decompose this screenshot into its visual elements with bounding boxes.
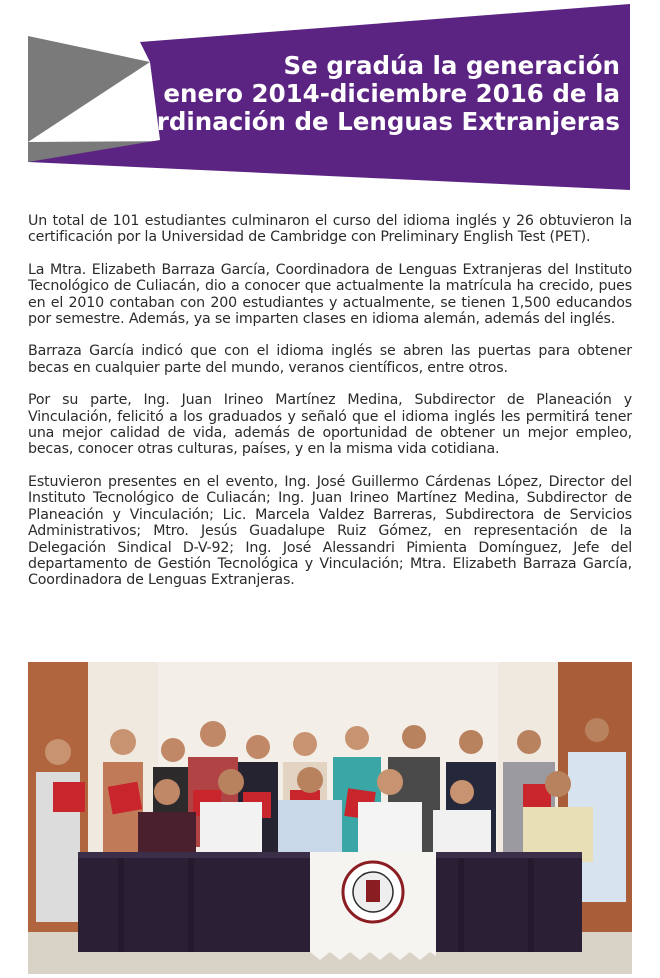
article-paragraph: Estuvieron presentes en el evento, Ing. José Guillermo Cárdenas López, Director del Instituto Tecnológico de Culiacán; Ing. Juan Irineo Martínez Medina, Subdirector de Planeación y Vinculación; Lic. Marcela Valdez Barreras, Subdirectora de Servicios Administrativos; Mtro. Jesús Guadalupe Ruiz Gómez, en representación de la Delegación Sindical D-V-92; Ing. José Alessandri Pimienta Domínguez, Jefe del departamento de Gestión Tecnológica y Vinculación; Mtra. Elizabeth Barraza García, Coordinadora de Lenguas Extranjeras. xyxy=(28,473,632,589)
article-body xyxy=(28,213,632,605)
title-banner xyxy=(0,0,660,200)
title-line: Coordinación de Lenguas Extranjeras xyxy=(105,107,620,136)
article-paragraph: La Mtra. Elizabeth Barraza García, Coordinadora de Lenguas Extranjeras del Instituto Tecnológico de Culiacán, dio a conocer que actualmente la matrícula ha crecido, pues en el 2010 contaban con 200 estudiantes y actualmente, se tienen 1,500 educandos por semestre. Además, ya se imparten clases en idioma alemán, además del inglés. xyxy=(28,261,632,328)
title-line: Se gradúa la generación xyxy=(283,51,620,80)
group-photo xyxy=(28,662,632,974)
article-paragraph: Barraza García indicó que con el idioma inglés se abren las puertas para obtener becas en cualquier parte del mundo, veranos científicos, entre otros. xyxy=(28,343,632,376)
page-title xyxy=(60,52,620,136)
group-photo-illustration xyxy=(28,662,632,974)
title-line: enero 2014-diciembre 2016 de la xyxy=(163,79,620,108)
article-paragraph: Por su parte, Ing. Juan Irineo Martínez Medina, Subdirector de Planeación y Vinculación, felicitó a los graduados y señaló que el idioma inglés les permitirá tener una mejor calidad de vida, además de oportunidad de obtener un mejor empleo, becas, conocer otras culturas, países, y en la misma vida cotidiana. xyxy=(28,392,632,458)
article-paragraph: Un total de 101 estudiantes culminaron el curso del idioma inglés y 26 obtuvieron la certificación por la Universidad de Cambridge con Preliminary English Test (PET). xyxy=(28,213,632,246)
